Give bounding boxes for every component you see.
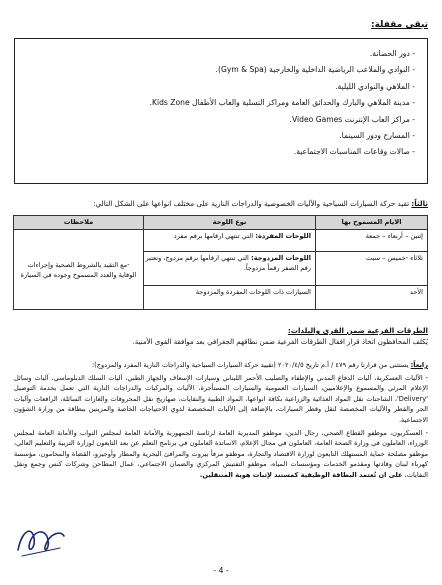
closed-item: - المسارح ودور السينما.: [339, 131, 415, 141]
signature-mark: [12, 520, 70, 560]
closed-item: - الملاهي والنوادي الليلية.: [335, 81, 415, 91]
section-3-text: تقيد حركة السيارات السياحية والآليات الخصوصية والدراجات النارية على مختلف انواعها على الشكل التالي:: [93, 199, 412, 208]
section-4-vehicles: - الآليات العسكرية، آليات الدفاع المدني والإطفاء والصليب الأحمر اللبناني وسيارات الإسعاف والجهاز الطبي، آليات السلك الدبلوماسي، آليات وسائل الإعلام المرئي والمسموع والإعلاميين، السيارات العمومية والسيارات المستأجرة، الآليات والمركبات والدراجات النارية التي تعمل بخدمة التوصيل 'Delivery'، الشاحنات نقل المواد الغذائية والزراعية بكافة انواعها، المواد الطبية والنفايات، صهاريج نقل المحروقات والغازات السائلة، الرافعات وآليات الجر والقطر والآليات المخصصة لنقل وقطر السيارات، بالإضافة إلى الآليات المخصصة لذوي الاحتياجات الخاصة والمزينين ببطاقة من وزارة الشؤون الاجتماعية.: [14, 373, 428, 424]
closed-item: - مدينة الملاهي والبارك والحدائق العامة ومراكز التسلية والعاب الأطفال Kids Zone.: [149, 98, 415, 108]
branch-roads-text: يُكلف المحافظون اتخاذ قرار اقفال الطرقات الفرعية ضمن نطاقهم الجغرافي بعد موافقة القوى الأمنية.: [132, 338, 428, 346]
plate-cell: السيارات ذات اللوحات المفردة والمزدوجة: [144, 286, 316, 310]
section-3-label: ثالثاً:: [411, 199, 428, 208]
plate-label: اللوحات المزدوجة:: [248, 254, 311, 262]
section-4-label: رابعاً:: [410, 361, 428, 369]
header-notes: ملاحظات: [14, 216, 144, 230]
notes-cell: -مع التقيد بالشروط الصحية وإجراءات الوقاية والعدد المسموح وجوده في السيارة: [14, 230, 144, 310]
section-4-persons-text: - العسكريون، موظفو القطاع الصحي، رجال الدين، موظفو المديرية العامة لرئاسة الجمهورية والأمانة العامة لمجلس النواب والأمانة العامة لمجلس الوزراء، العاملون في وزارة الصحة العامة، العاملون في مجال الإعلام، الاساتذة العاملون في برنامج التعلم عن بعد التابعون لوزارة التربية والتعليم العالي، موظفو مصلحة حماية المستهلك التابعون لوزارة الاقتصاد والتجارة، موظفو مرفأ بيروت والمرافئ البحرية والمطار وأوجيرو، القضاة والمحامون، مؤسسة كهرباء لبنان وقادتها ومقدمو الخدمات ومؤسسات المياه، موظفو التفتيش المركزي والضمان الاجتماعي، عمال المطاحن وشركات كنس وجمع ونقل النفايات،: [14, 428, 428, 479]
table-row: [14, 230, 428, 252]
closed-item: - صالات وقاعات المناسبات الاجتماعية.: [293, 147, 415, 157]
plate-text-cont: رقم الصفر رقماً مزدوجاً.: [243, 264, 311, 272]
closed-places-box: [14, 38, 428, 184]
table-header-row: [14, 216, 428, 230]
days-cell: إثنين – أربعاء – جمعة: [316, 230, 428, 252]
days-cell: ثلاثاء -خميس – سبت: [316, 252, 428, 286]
branch-roads-title: الطرقات الفرعية ضمن القرى والبلدات:: [287, 326, 428, 335]
section-4-persons: [14, 428, 428, 481]
plate-cell: [144, 230, 316, 252]
plate-label: اللوحات المفردة:: [253, 232, 311, 240]
section-4: [14, 360, 428, 483]
allowed-days-table: [13, 215, 428, 310]
section-4-id-note: على ان تُعتمد البطاقة الوظيفية كمستند لإثبات هوية المتنقلين.: [199, 470, 403, 479]
header-days: الايام المسموح بها: [316, 216, 428, 230]
plate-text: التي تنتهي ارقامها برقم مفرد: [173, 232, 254, 240]
section-4-intro-text: يستثنى من قرارنا رقم ٤٧٩ / أ.م تاريخ ٢٠٢٠/٤/٥ (تقييد حركة السيارات السياحية والدراجات النارية المفرد والمزدوج):: [91, 361, 411, 369]
section-3-paragraph: [14, 198, 428, 210]
page-number: - 4 -: [213, 566, 229, 575]
days-cell: الأحد: [316, 286, 428, 310]
closed-item: - مراكز العاب الإنترنت Video Games.: [289, 114, 415, 124]
header-plate: نوع اللوحة: [144, 216, 316, 230]
plate-text: التي تنتهي ارقامها برقم مزدوج، وتعتبر: [145, 254, 249, 262]
plate-cell: [144, 252, 316, 286]
closed-item: - النوادي والملاعب الرياضية الداخلية والخارجية (Gym & Spa).: [215, 65, 415, 75]
closed-places-list: [23, 46, 415, 161]
closed-item: - دور الحضانة.: [369, 49, 415, 58]
section-4-intro: [14, 360, 428, 371]
closed-title: تبقى مقفلة:: [370, 20, 428, 30]
